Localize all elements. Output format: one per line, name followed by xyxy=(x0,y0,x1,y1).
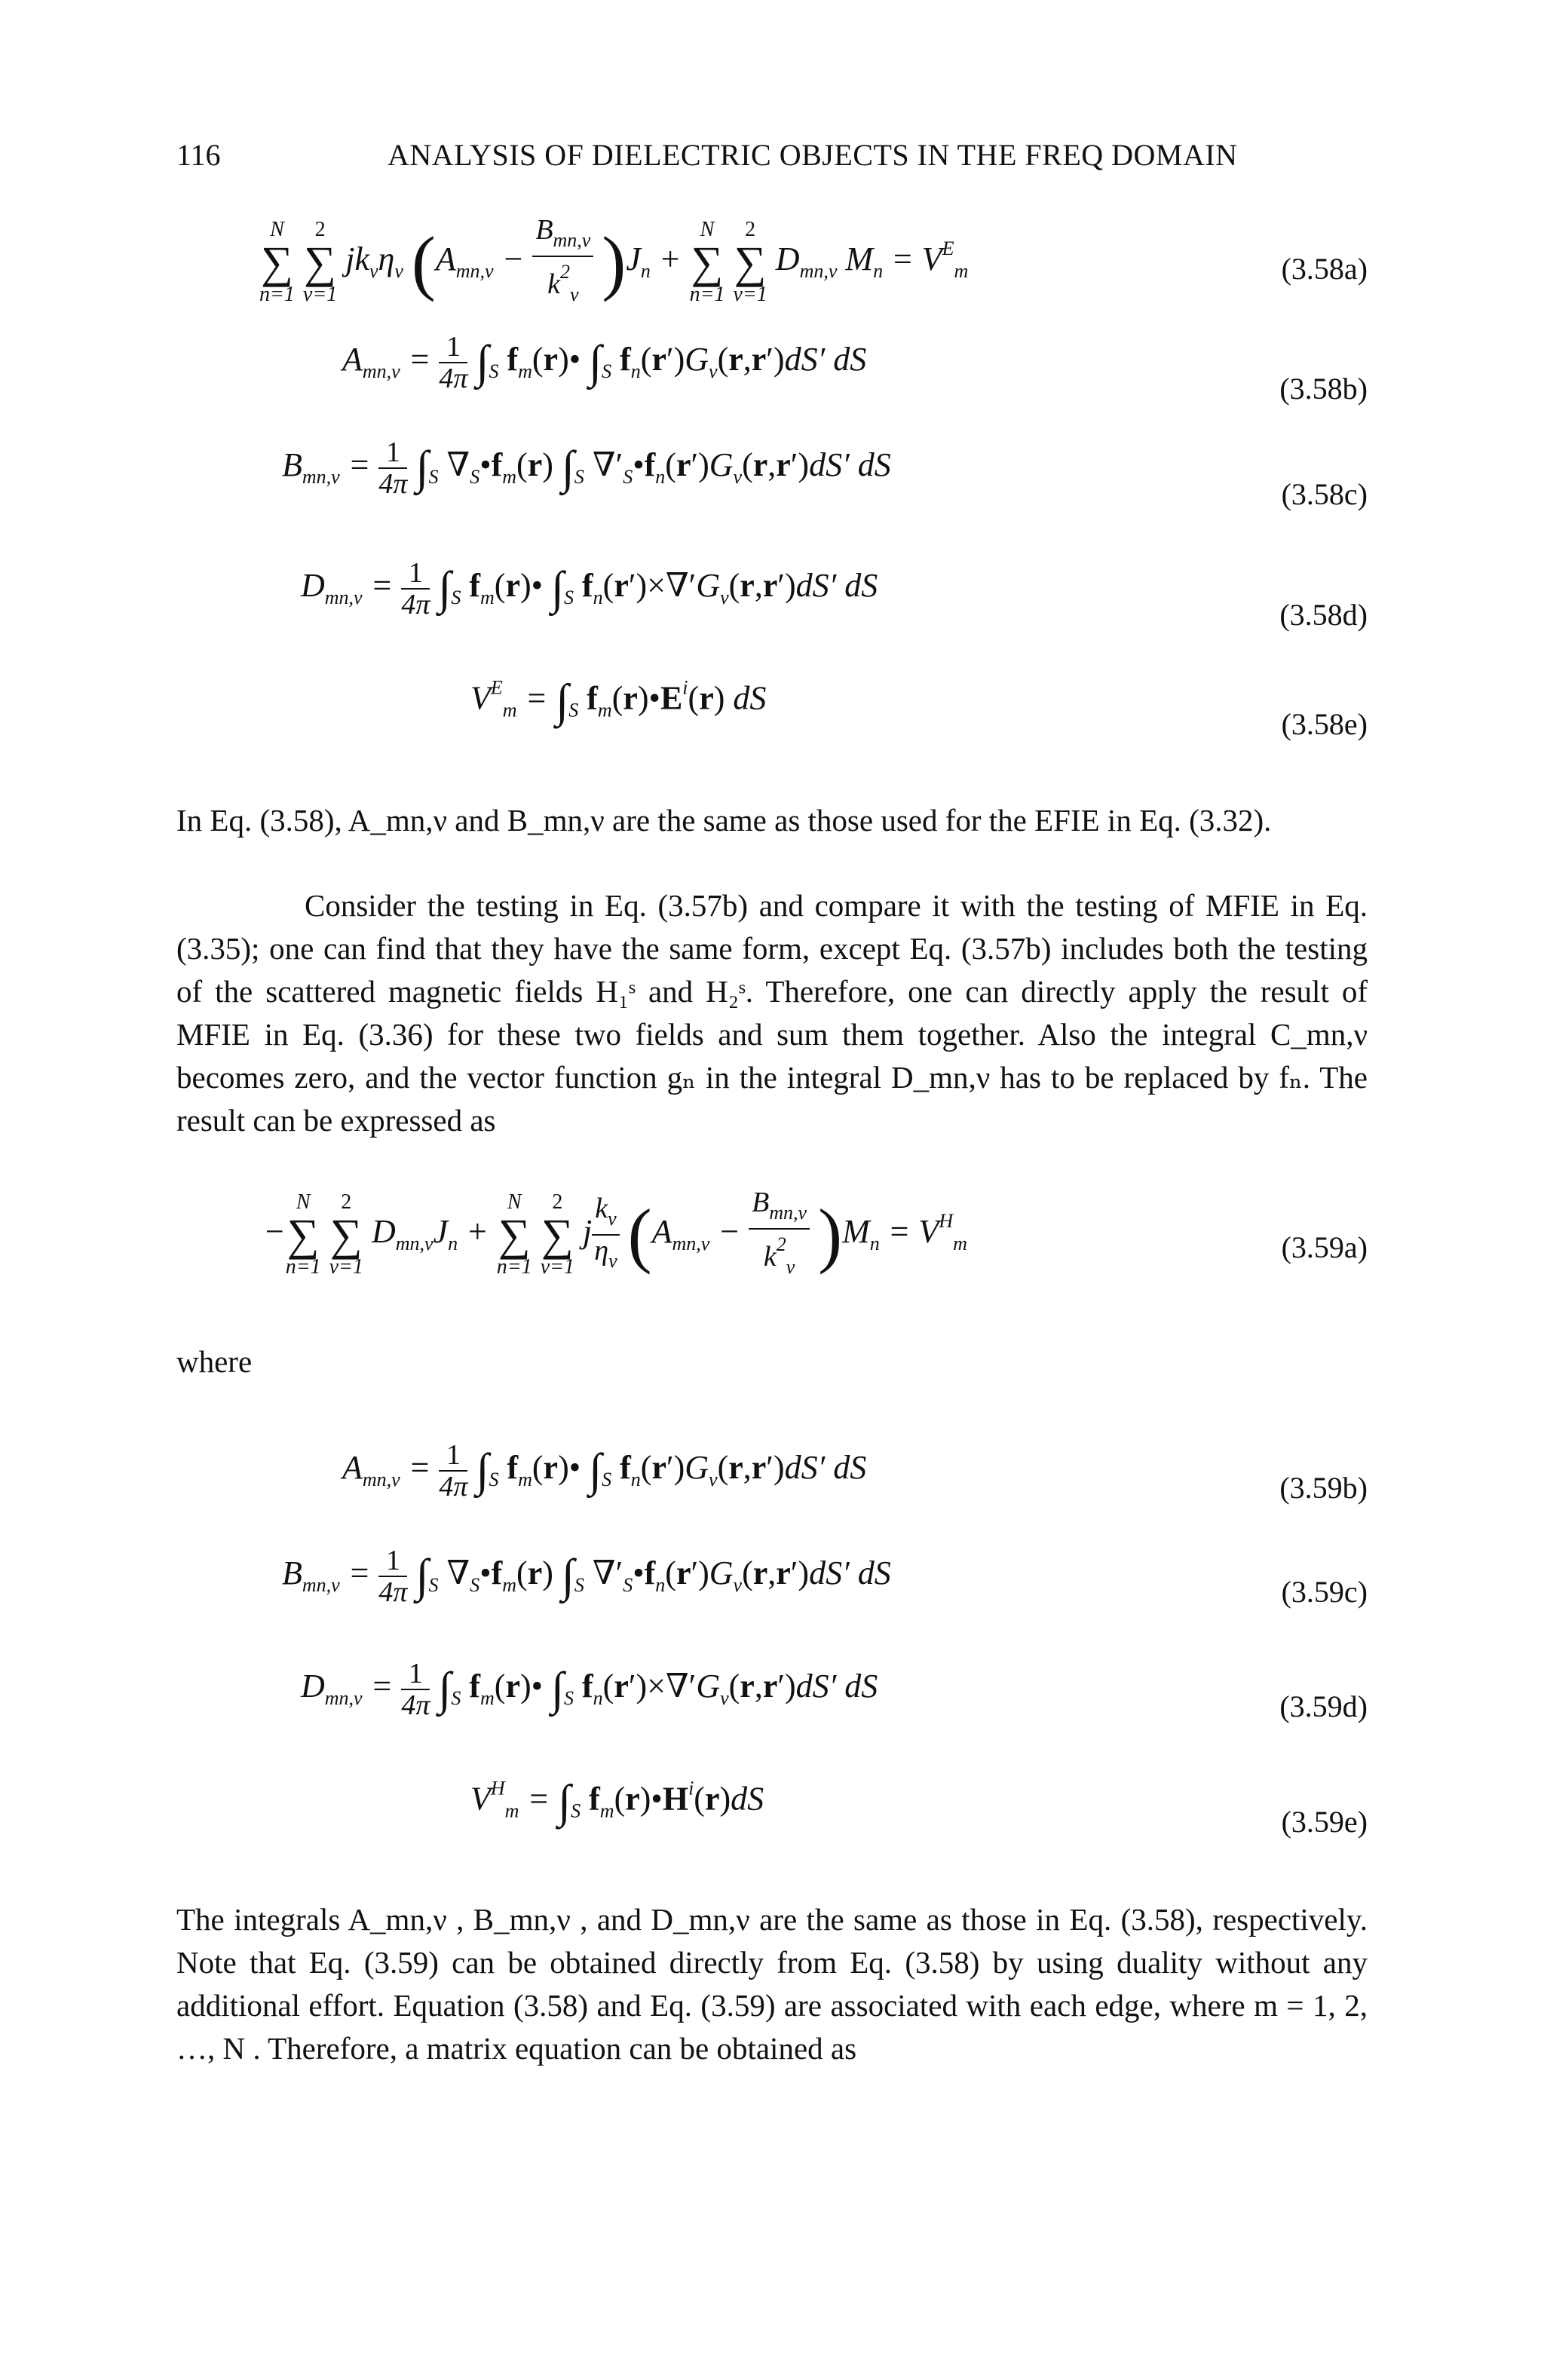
paragraph-3-text: The integrals A_mn,ν , B_mn,ν , and D_mn,ν are the same as those in Eq. (3.58), respectively. Note that Eq. (3.59) can be obtained directly from Eq. (3.58) by using duality without any additional effort. Equation (3.58) and Eq. (3.59) are associated with each edge, where m = 1, 2, …, N . Therefore, a matrix equation can be obtained as xyxy=(176,1902,1368,2066)
equation-label: (3.58c) xyxy=(1281,477,1368,511)
equation-label: (3.59d) xyxy=(1279,1689,1368,1723)
equation-label: (3.59a) xyxy=(1281,1230,1368,1264)
equation-3-58b: $A_{mn,\nu}$ = $\frac{1}{4\pi}$ $\int_S$ $f_m(r)•$ $\int_S$ $f_n(r')G_\nu(r,r')dS'$ dS (3.58b) xyxy=(342,331,1368,406)
equation-3-58a: N ∑ n=1 2 ∑ ν=1 $jk_\nu\eta_\nu$ ($A_{mn,\nu}$ − $\frac{B_{mn,\nu}}{k^2_\nu}$ )$J_n$ + N ∑ n=1 2 ∑ ν=1 $D_{mn,\nu}$ $M_n = V^E_m$ (3.58a) xyxy=(259,214,1368,306)
running-header xyxy=(176,137,1353,182)
equation-3-58d: $D_{mn,\nu}$ = $\frac{1}{4\pi}$ $\int_S$ $f_m(r)•$ $\int_S$ $f_n(r')\times\nabla'G_\nu(r,r')dS'$ dS (3.58d) xyxy=(301,557,1368,632)
equation-3-58e: $V^E_m = \int_S$ $f_m(r)•E^i(r)$ dS (3.58e) xyxy=(470,675,1368,741)
equation-3-59e: $V^H_m = \int_S$ $f_m(r)•H^i(r)dS$ (3.59e) xyxy=(470,1776,1368,1839)
equation-3-59d: $D_{mn,\nu}$ = $\frac{1}{4\pi}$ $\int_S$ $f_m(r)•$ $\int_S$ $f_n(r')\times\nabla'G_\nu(r,r')dS'$ dS (3.59d) xyxy=(301,1658,1368,1723)
paragraph-1-text: In Eq. (3.58), A_mn,ν and B_mn,ν are the same as those used for the EFIE in Eq. (3.32). xyxy=(176,803,1272,838)
paragraph-2 xyxy=(176,884,1368,1142)
equation-label: (3.59c) xyxy=(1281,1575,1368,1609)
equation-3-59b: $A_{mn,\nu}$ = $\frac{1}{4\pi}$ $\int_S$ $f_m(r)•$ $\int_S$ $f_n(r')G_\nu(r,r')dS'$ dS (3.59b) xyxy=(342,1439,1368,1505)
paragraph-3 xyxy=(176,1898,1368,2070)
equation-3-59a: − N ∑ n=1 2 ∑ ν=1 $D_{mn,\nu}J_n$ + N ∑ n=1 2 ∑ ν=1 j $\frac{k_\nu}{\eta_\nu}$ ($A_{mn,\nu}$ − $\frac{B_{mn,\nu}}{k^2_\nu}$ )$M_n = V^H_m$ (3.59a) xyxy=(263,1187,1368,1279)
equation-label: (3.58d) xyxy=(1279,598,1368,632)
equation-3-59c: $B_{mn,\nu}$ = $\frac{1}{4\pi}$ $\int_S$ $\nabla_S•f_m(r)$ $\int_S$ $\nabla'_S•f_n(r')G_\nu(r,r')dS'$ dS (3.59c) xyxy=(282,1545,1368,1609)
equation-label: (3.58a) xyxy=(1281,252,1368,286)
equation-label: (3.59b) xyxy=(1279,1471,1368,1505)
paragraph-2-text: Consider the testing in Eq. (3.57b) and compare it with the testing of MFIE in Eq. (3.35); one can find that they have the same form, except Eq. (3.57b) includes both the testing of the scattered magnetic fields H₁ˢ and H₂ˢ. Therefore, one can directly apply the result of MFIE in Eq. (3.36) for these two fields and sum them together. Also the integral C_mn,ν becomes zero, and the vector function gₙ in the integral D_mn,ν has to be replaced by fₙ. The result can be expressed as xyxy=(176,888,1368,1138)
equation-label: (3.58b) xyxy=(1279,372,1368,406)
equation-3-58c: $B_{mn,\nu}$ = $\frac{1}{4\pi}$ $\int_S$ $\nabla_S•f_m(r)$ $\int_S$ $\nabla'_S•f_n(r')G_\nu(r,r')dS'$ dS (3.58c) xyxy=(282,436,1368,511)
paragraph-1 xyxy=(176,799,1368,842)
running-title: ANALYSIS OF DIELECTRIC OBJECTS IN THE FREQ DOMAIN xyxy=(388,138,1238,172)
page-number: 116 xyxy=(176,138,221,172)
where-text: where xyxy=(176,1344,253,1379)
equation-label: (3.59e) xyxy=(1281,1805,1368,1839)
equation-label: (3.58e) xyxy=(1281,707,1368,741)
